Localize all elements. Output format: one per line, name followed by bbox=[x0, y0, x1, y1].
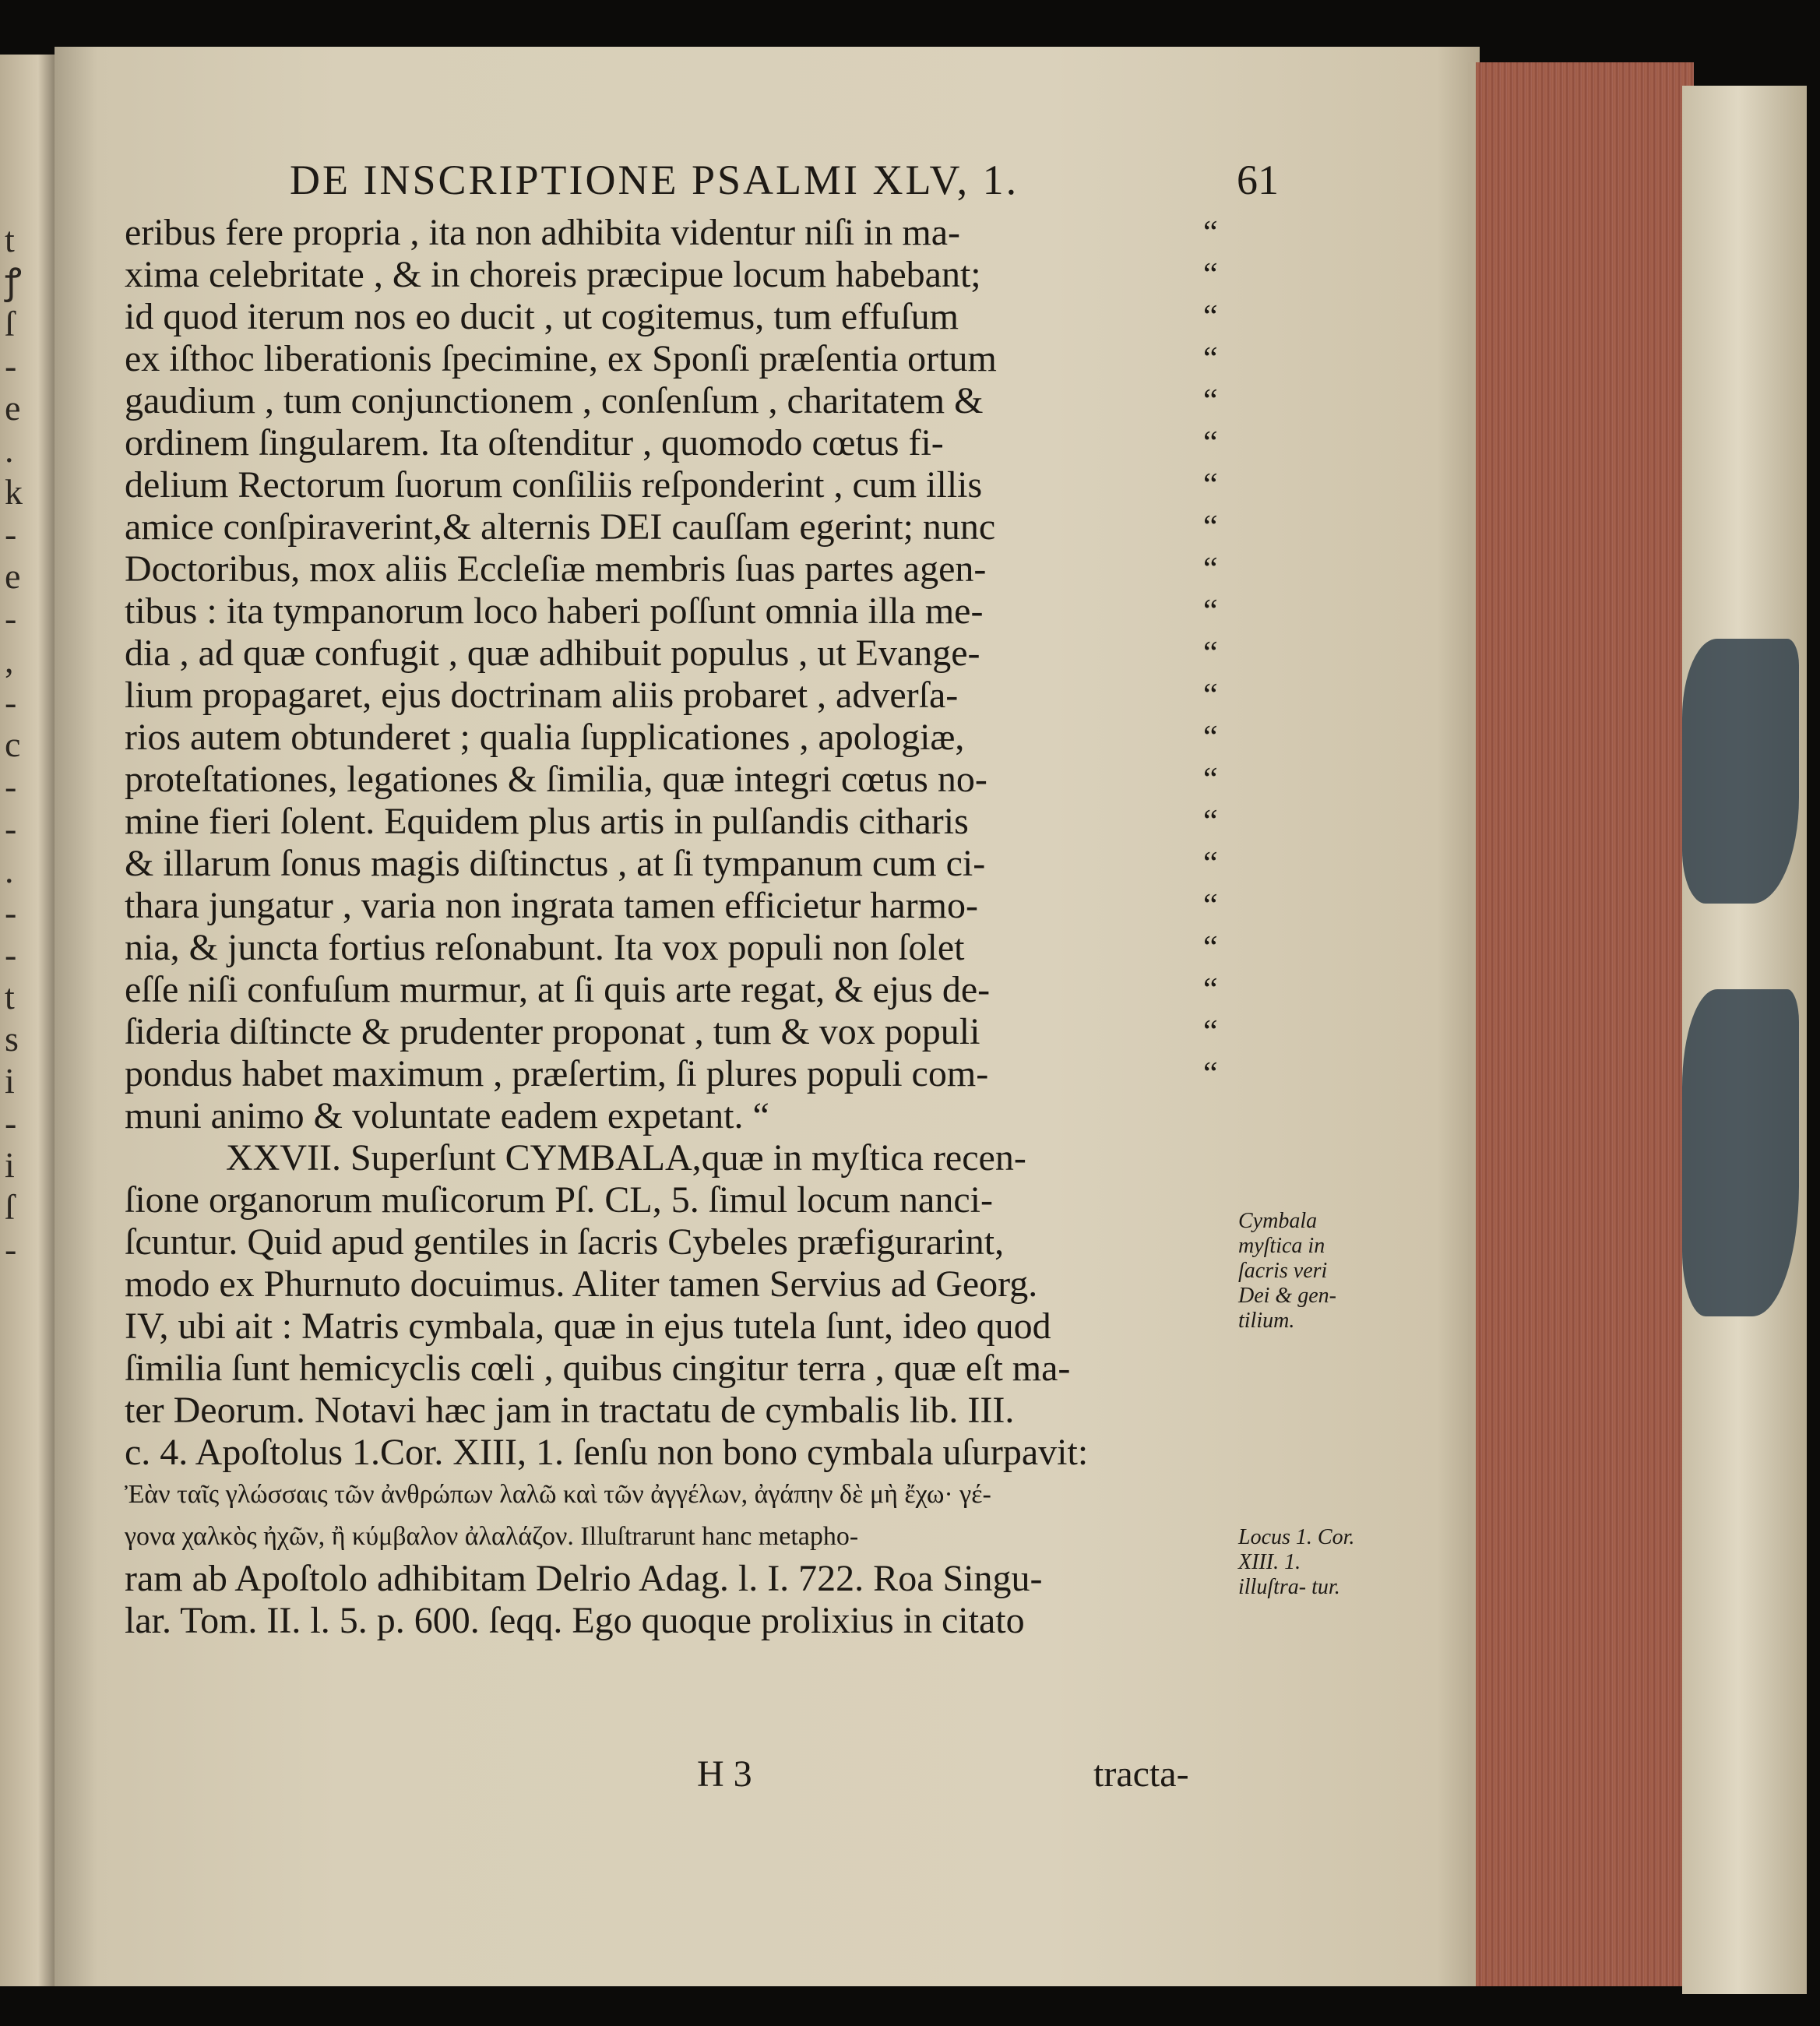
left-margin-glyph: e bbox=[5, 556, 21, 596]
text-line: proteſtationes, legationes & ſimilia, quæ integri cœtus no- bbox=[125, 759, 987, 800]
left-margin-glyph: . bbox=[5, 851, 14, 890]
left-margin-glyph: t bbox=[5, 220, 15, 259]
quote-mark: “ bbox=[1203, 299, 1218, 335]
cover-stain bbox=[1682, 989, 1799, 1316]
text-line: lium propagaret, ejus doctrinam aliis probaret , adverſa- bbox=[125, 675, 959, 716]
quote-mark: “ bbox=[1203, 972, 1218, 1008]
text-line: ordinem ſingularem. Ita oſtenditur , quomodo cœtus fi- bbox=[125, 422, 944, 463]
text-line: Ἐὰν ταῖς γλώσσαις τῶν ἀνθρώπων λαλῶ καὶ τῶν ἀγγέλων, ἀγάπην δὲ μὴ ἔχω· γέ- bbox=[125, 1480, 991, 1509]
text-line: id quod iterum nos eo ducit , ut cogitemus, tum effuſum bbox=[125, 296, 959, 337]
marginal-note-locus: Locus 1. Cor. XIII. 1. illuſtra- tur. bbox=[1238, 1525, 1355, 1599]
left-margin-glyph: s bbox=[5, 1019, 19, 1059]
catchword: tracta- bbox=[1093, 1753, 1189, 1795]
quote-mark: “ bbox=[1203, 720, 1218, 756]
text-line: thara jungatur , varia non ingrata tamen efficietur harmo- bbox=[125, 885, 978, 926]
quote-mark: “ bbox=[1203, 1056, 1218, 1092]
text-line: ſimilia ſunt hemicyclis cœli , quibus cingitur terra , quæ eſt ma- bbox=[125, 1348, 1071, 1389]
text-line: eſſe niſi confuſum murmur, at ſi quis arte regat, & ejus de- bbox=[125, 969, 991, 1010]
text-line: eribus fere propria , ita non adhibita videntur niſi in ma- bbox=[125, 212, 961, 253]
text-line: dia , ad quæ confugit , quæ adhibuit populus , ut Evange- bbox=[125, 632, 980, 674]
left-margin-glyph: - bbox=[5, 682, 17, 722]
signature-mark: H 3 bbox=[697, 1753, 752, 1795]
left-margin-glyph: - bbox=[5, 1103, 17, 1143]
quote-mark: “ bbox=[1203, 762, 1218, 798]
left-margin-glyph: ꝭ bbox=[5, 262, 22, 301]
text-line: ex iſthoc liberationis ſpecimine, ex Sponſi præſentia ortum bbox=[125, 338, 997, 379]
quote-mark: “ bbox=[1203, 594, 1218, 629]
left-margin-glyph: i bbox=[5, 1145, 15, 1185]
quote-mark: “ bbox=[1203, 888, 1218, 924]
quote-mark: “ bbox=[1203, 551, 1218, 587]
left-margin-glyph: - bbox=[5, 809, 17, 848]
left-margin-glyph: - bbox=[5, 935, 17, 974]
left-margin-glyph: , bbox=[5, 640, 14, 680]
left-margin-glyph: ſ bbox=[5, 1187, 15, 1227]
left-margin-glyph: k bbox=[5, 472, 23, 512]
text-line: gaudium , tum conjunctionem , conſenſum , charitatem & bbox=[125, 380, 984, 421]
text-line: & illarum ſonus magis diſtinctus , at ſi tympanum cum ci- bbox=[125, 843, 986, 884]
text-line: ter Deorum. Notavi hæc jam in tractatu de cymbalis lib. III. bbox=[125, 1390, 1015, 1431]
left-margin-glyph: t bbox=[5, 977, 15, 1017]
text-line: rios autem obtunderet ; qualia ſupplicationes , apologiæ, bbox=[125, 717, 965, 758]
running-head bbox=[290, 156, 1279, 210]
quote-mark: “ bbox=[1203, 846, 1218, 882]
text-line: delium Rectorum ſuorum conſiliis reſponderint , cum illis bbox=[125, 464, 983, 506]
body-text bbox=[125, 212, 1254, 1642]
text-line: γονα χαλκὸς ἠχῶν, ἢ κύμβαλον ἀλαλάζον. Illuſtrarunt hanc metapho- bbox=[125, 1522, 859, 1551]
text-line: nia, & juncta fortius reſonabunt. Ita vox populi non ſolet bbox=[125, 927, 965, 968]
text-line: ſideria diſtincte & prudenter proponat , tum & vox populi bbox=[125, 1011, 980, 1052]
text-line: tibus : ita tympanorum loco haberi poſſunt omnia illa me- bbox=[125, 590, 984, 632]
quote-mark: “ bbox=[1203, 678, 1218, 714]
quote-mark: “ bbox=[1203, 930, 1218, 966]
cover-stain bbox=[1682, 639, 1799, 904]
text-line: modo ex Phurnuto docuimus. Aliter tamen Servius ad Georg. bbox=[125, 1263, 1038, 1305]
page-block-edge bbox=[1468, 62, 1694, 1986]
text-line: pondus habet maximum , præſertim, ſi plures populi com- bbox=[125, 1053, 989, 1094]
text-line: IV, ubi ait : Matris cymbala, quæ in ejus tutela ſunt, ideo quod bbox=[125, 1305, 1051, 1347]
quote-mark: “ bbox=[1203, 425, 1218, 461]
text-line: amice conſpiraverint,& alternis DEI cauſſam egerint; nunc bbox=[125, 506, 996, 548]
quote-mark: “ bbox=[1203, 509, 1218, 545]
left-margin-glyph: i bbox=[5, 1061, 15, 1101]
quote-mark: “ bbox=[1203, 341, 1218, 377]
text-line: Doctoribus, mox aliis Eccleſiæ membris ſuas partes agen- bbox=[125, 548, 987, 590]
quote-mark: “ bbox=[1203, 636, 1218, 671]
left-margin-glyph: - bbox=[5, 893, 17, 932]
left-margin-glyph: - bbox=[5, 766, 17, 806]
marginal-note-cymbala: Cymbala myſtica in ſacris veri Dei & gen- tilium. bbox=[1238, 1209, 1336, 1333]
quote-mark: “ bbox=[1203, 383, 1218, 419]
left-margin-glyph: - bbox=[5, 514, 17, 554]
text-line: XXVII. Superſunt CYMBALA,quæ in myſtica recen- bbox=[226, 1137, 1026, 1179]
left-margin-glyph: c bbox=[5, 724, 21, 764]
quote-mark: “ bbox=[1203, 215, 1218, 251]
page-number: 61 bbox=[1237, 157, 1279, 203]
text-line: ſcuntur. Quid apud gentiles in ſacris Cybeles præfigurarint, bbox=[125, 1221, 1005, 1263]
left-margin-glyph: ſ bbox=[5, 304, 15, 344]
quote-mark-column bbox=[1203, 212, 1250, 1095]
text-line: ſione organorum muſicorum Pſ. CL, 5. ſimul locum nanci- bbox=[125, 1179, 993, 1221]
left-margin-glyph: e bbox=[5, 388, 21, 428]
text-line: ram ab Apoſtolo adhibitam Delrio Adag. l. I. 722. Roa Singu- bbox=[125, 1558, 1043, 1599]
left-margin-glyph: . bbox=[5, 430, 14, 470]
text-line: c. 4. Apoſtolus 1.Cor. XIII, 1. ſenſu non bono cymbala uſurpavit: bbox=[125, 1432, 1089, 1473]
text-line: xima celebritate , & in choreis præcipue locum habebant; bbox=[125, 254, 981, 295]
left-margin-glyph: - bbox=[5, 346, 17, 386]
text-line: muni animo & voluntate eadem expetant. “ bbox=[125, 1095, 769, 1136]
left-margin-glyph: - bbox=[5, 598, 17, 638]
text-line: mine fieri ſolent. Equidem plus artis in pulſandis citharis bbox=[125, 801, 969, 842]
quote-mark: “ bbox=[1203, 257, 1218, 293]
running-title: DE INSCRIPTIONE PSALMI XLV, 1. bbox=[290, 157, 1019, 203]
text-line: lar. Tom. II. l. 5. p. 600. ſeqq. Ego quoque prolixius in citato bbox=[125, 1600, 1025, 1641]
quote-mark: “ bbox=[1203, 467, 1218, 503]
quote-mark: “ bbox=[1203, 1014, 1218, 1050]
left-margin-glyph: - bbox=[5, 1229, 17, 1269]
quote-mark: “ bbox=[1203, 804, 1218, 840]
